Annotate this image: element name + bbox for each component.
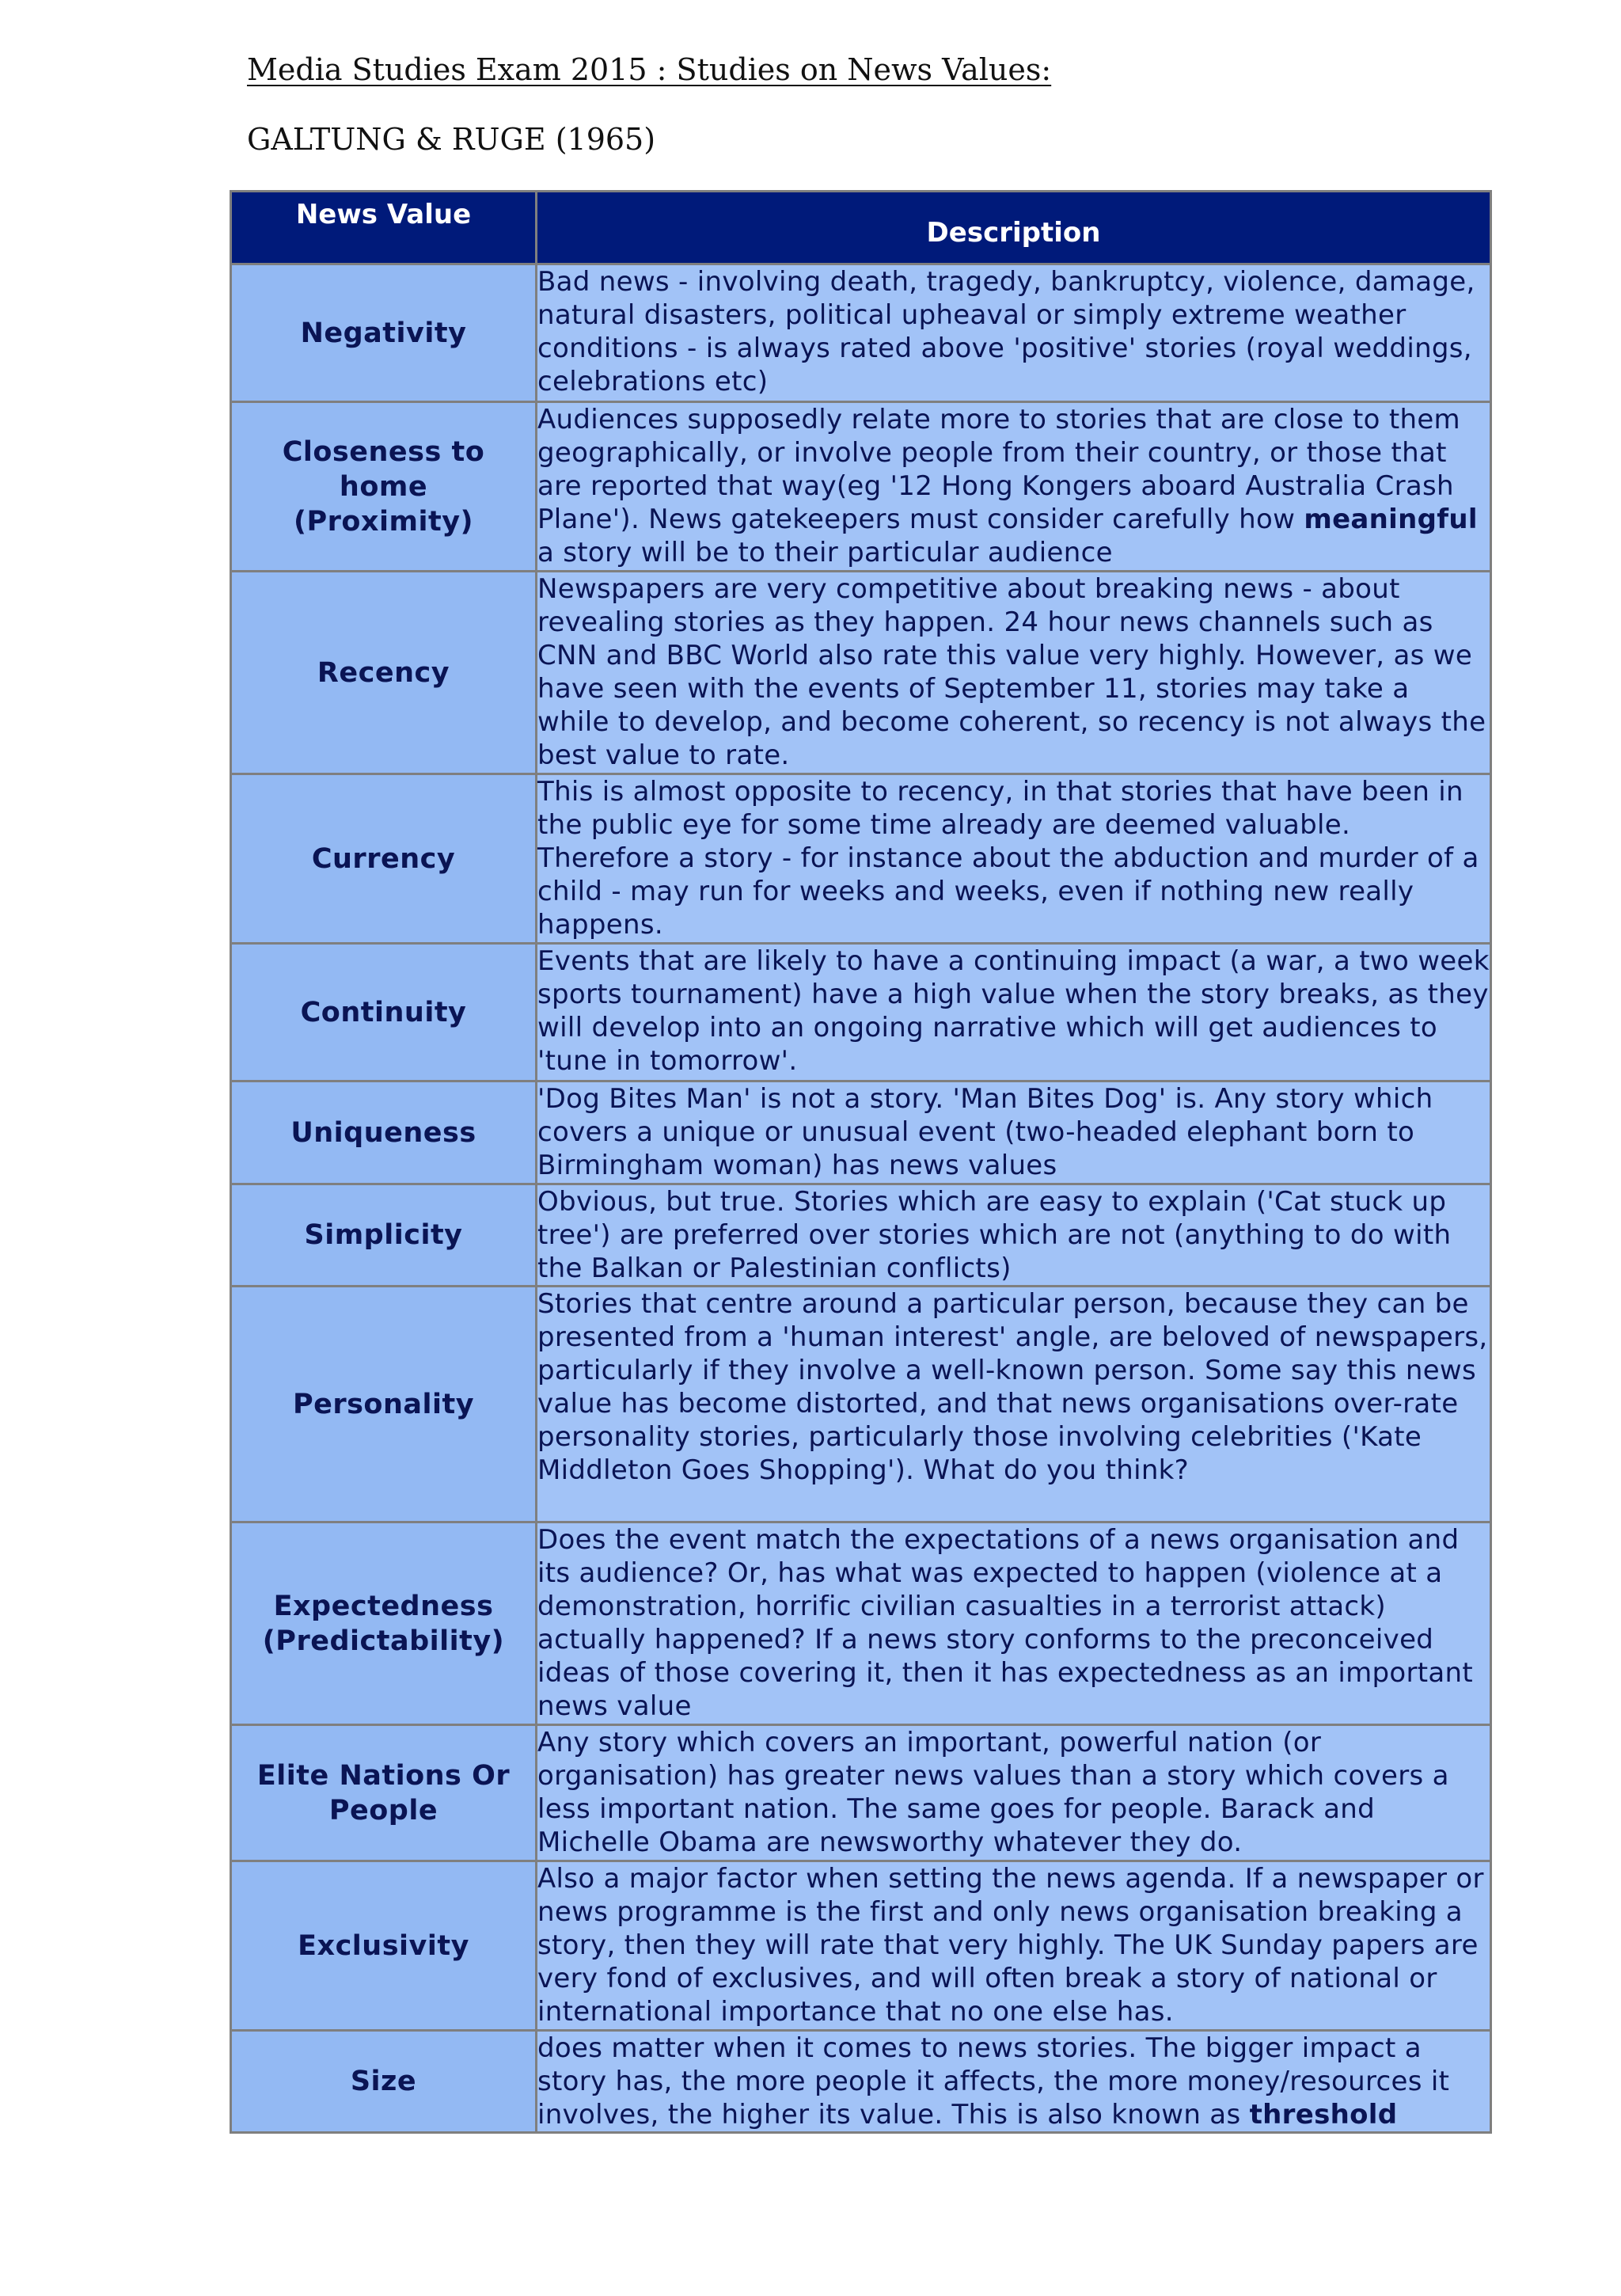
description-emphasis: meaningful	[1304, 504, 1478, 535]
news-value-description: 'Dog Bites Man' is not a story. 'Man Bites Dog' is. Any story which covers a unique or unusual event (two-headed elephant born to Birmingham woman) has news values	[537, 1081, 1491, 1184]
description-text: does matter when it comes to news stories. The bigger impact a story has, the more people it affects, the more money/resources it involves, the higher its value. This is also known as	[537, 2032, 1450, 2131]
table-row	[231, 2031, 1491, 2133]
news-value-name: Uniqueness	[231, 1081, 537, 1184]
table-row	[231, 402, 1491, 572]
news-value-name: Currency	[231, 774, 537, 944]
news-value-description: Stories that centre around a particular person, because they can be presented from a 'human interest' angle, are beloved of newspapers, particularly if they involve a well-known person. Some say this news value has become distorted, and that news organisations over-rate personality stories, particularly those involving celebrities ('Kate Middleton Goes Shopping'). What do you think?	[537, 1287, 1491, 1522]
news-value-name: Exclusivity	[231, 1861, 537, 2031]
news-value-name: Continuity	[231, 944, 537, 1081]
table-row	[231, 774, 1491, 944]
news-values-table	[230, 190, 1492, 2134]
table-row	[231, 944, 1491, 1081]
news-value-description: Newspapers are very competitive about breaking news - about revealing stories as they happen. 24 hour news channels such as CNN and BBC World also rate this value very highly. However, as we have seen with the events of September 11, stories may take a while to develop, and become coherent, so recency is not always the best value to rate.	[537, 572, 1491, 774]
document-subtitle: GALTUNG & RUGE (1965)	[247, 122, 656, 157]
news-value-name: Negativity	[231, 264, 537, 402]
news-value-description: This is almost opposite to recency, in that stories that have been in the public eye for some time already are deemed valuable. Therefore a story - for instance about the abduction and murder of a child - may run for weeks and weeks, even if nothing new really happens.	[537, 774, 1491, 944]
description-emphasis: threshold	[1249, 2099, 1398, 2131]
news-value-description: Also a major factor when setting the news agenda. If a newspaper or news programme is the first and only news organisation breaking a story, then they will rate that very highly. The UK Sunday papers are very fond of exclusives, and will often break a story of national or international importance that no one else has.	[537, 1861, 1491, 2031]
news-value-description: Obvious, but true. Stories which are easy to explain ('Cat stuck up tree') are preferred over stories which are not (anything to do with the Balkan or Palestinian conflicts)	[537, 1184, 1491, 1287]
description-text: a story will be to their particular audience	[537, 537, 1113, 568]
column-header-news-value: News Value	[231, 192, 537, 264]
news-value-name: Recency	[231, 572, 537, 774]
news-value-description: Bad news - involving death, tragedy, bankruptcy, violence, damage, natural disasters, political upheaval or simply extreme weather conditions - is always rated above 'positive' stories (royal weddings, celebrations etc)	[537, 264, 1491, 402]
news-value-name: Expectedness (Predictability)	[231, 1522, 537, 1725]
table-row	[231, 1287, 1491, 1522]
news-value-description: Events that are likely to have a continuing impact (a war, a two week sports tournament) have a high value when the story breaks, as they will develop into an ongoing narrative which will get audiences to 'tune in tomorrow'.	[537, 944, 1491, 1081]
news-value-description: Any story which covers an important, powerful nation (or organisation) has greater news values than a story which covers a less important nation. The same goes for people. Barack and Michelle Obama are newsworthy whatever they do.	[537, 1725, 1491, 1861]
table-row	[231, 1725, 1491, 1861]
table-row	[231, 1184, 1491, 1287]
news-value-name: Simplicity	[231, 1184, 537, 1287]
news-value-description: Does the event match the expectations of a news organisation and its audience? Or, has what was expected to happen (violence at a demonstration, horrific civilian casualties in a terrorist attack) actually happened? If a news story conforms to the preconceived ideas of those covering it, then it has expectedness as an important news value	[537, 1522, 1491, 1725]
news-value-name: Personality	[231, 1287, 537, 1522]
news-value-name: Elite Nations Or People	[231, 1725, 537, 1861]
news-value-name: Size	[231, 2031, 537, 2133]
news-value-description	[537, 402, 1491, 572]
news-value-name: Closeness to home (Proximity)	[231, 402, 537, 572]
column-header-description: Description	[537, 192, 1491, 264]
table-header-row	[231, 192, 1491, 264]
table-row	[231, 1081, 1491, 1184]
table-row	[231, 572, 1491, 774]
description-text: Audiences supposedly relate more to stories that are close to them geographically, or involve people from their country, or those that are reported that way(eg '12 Hong Kongers aboard Australia Crash Plane'). News gatekeepers must consider carefully how	[537, 404, 1460, 535]
table-row	[231, 1522, 1491, 1725]
document-title: Media Studies Exam 2015 : Studies on News Values:	[247, 52, 1052, 87]
table-row	[231, 264, 1491, 402]
table-row	[231, 1861, 1491, 2031]
news-value-description	[537, 2031, 1491, 2133]
